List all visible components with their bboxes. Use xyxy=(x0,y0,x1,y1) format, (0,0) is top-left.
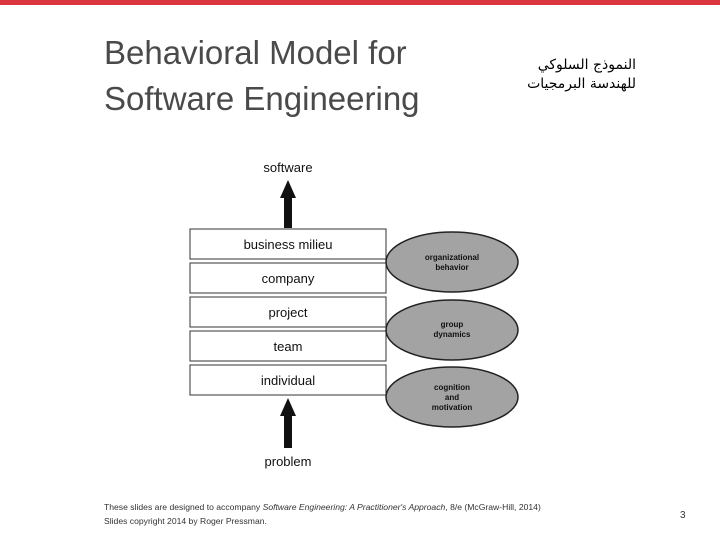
accent-bar xyxy=(0,0,720,5)
ellipse-label: and xyxy=(444,393,460,402)
ellipse-label: group xyxy=(440,320,464,329)
layer-individual xyxy=(190,365,386,395)
layer-business-milieu xyxy=(190,229,386,259)
layer-label: individual xyxy=(260,373,316,388)
footer-text: These slides are designed to accompany xyxy=(104,502,263,512)
layer-stack xyxy=(190,229,386,395)
ellipse-group-dynamics xyxy=(386,300,518,360)
layer-label: team xyxy=(273,339,303,354)
arrow-to-software xyxy=(280,180,296,228)
ellipse-cognition-motivation xyxy=(386,367,518,427)
arabic-title xyxy=(416,56,636,94)
behavioral-model-diagram xyxy=(180,150,530,480)
ellipse-label: behavior xyxy=(435,263,469,272)
footer-text-continued: , 8/e (McGraw-Hill, 2014) Slides copyright 2014 by Roger Pressman. xyxy=(104,502,541,526)
layer-label: business milieu xyxy=(243,237,333,252)
problem-label: problem xyxy=(264,454,312,469)
arrow-from-problem xyxy=(280,398,296,448)
ellipse-organizational-behavior xyxy=(386,232,518,292)
page-number: 3 xyxy=(680,510,686,521)
title-line-1: Behavioral Model for xyxy=(104,34,407,71)
slide-footer xyxy=(104,500,544,528)
arabic-title-line-1: النموذج السلوكي xyxy=(537,57,636,73)
footer-book-title: Software Engineering: A Practitioner's Approach xyxy=(262,502,446,512)
layer-company xyxy=(190,263,386,293)
layer-team xyxy=(190,331,386,361)
layer-project xyxy=(190,297,386,327)
title-line-2: Software Engineering xyxy=(104,80,420,117)
arabic-title-line-2: للهندسة البرمجيات xyxy=(527,76,636,92)
ellipse-label: dynamics xyxy=(433,330,471,339)
ellipse-label: cognition xyxy=(434,383,470,392)
ellipse-label: motivation xyxy=(431,403,473,412)
layer-label: company xyxy=(261,271,315,286)
software-label: software xyxy=(263,160,313,175)
ellipse-label: organizational xyxy=(424,253,480,262)
layer-label: project xyxy=(268,305,308,320)
